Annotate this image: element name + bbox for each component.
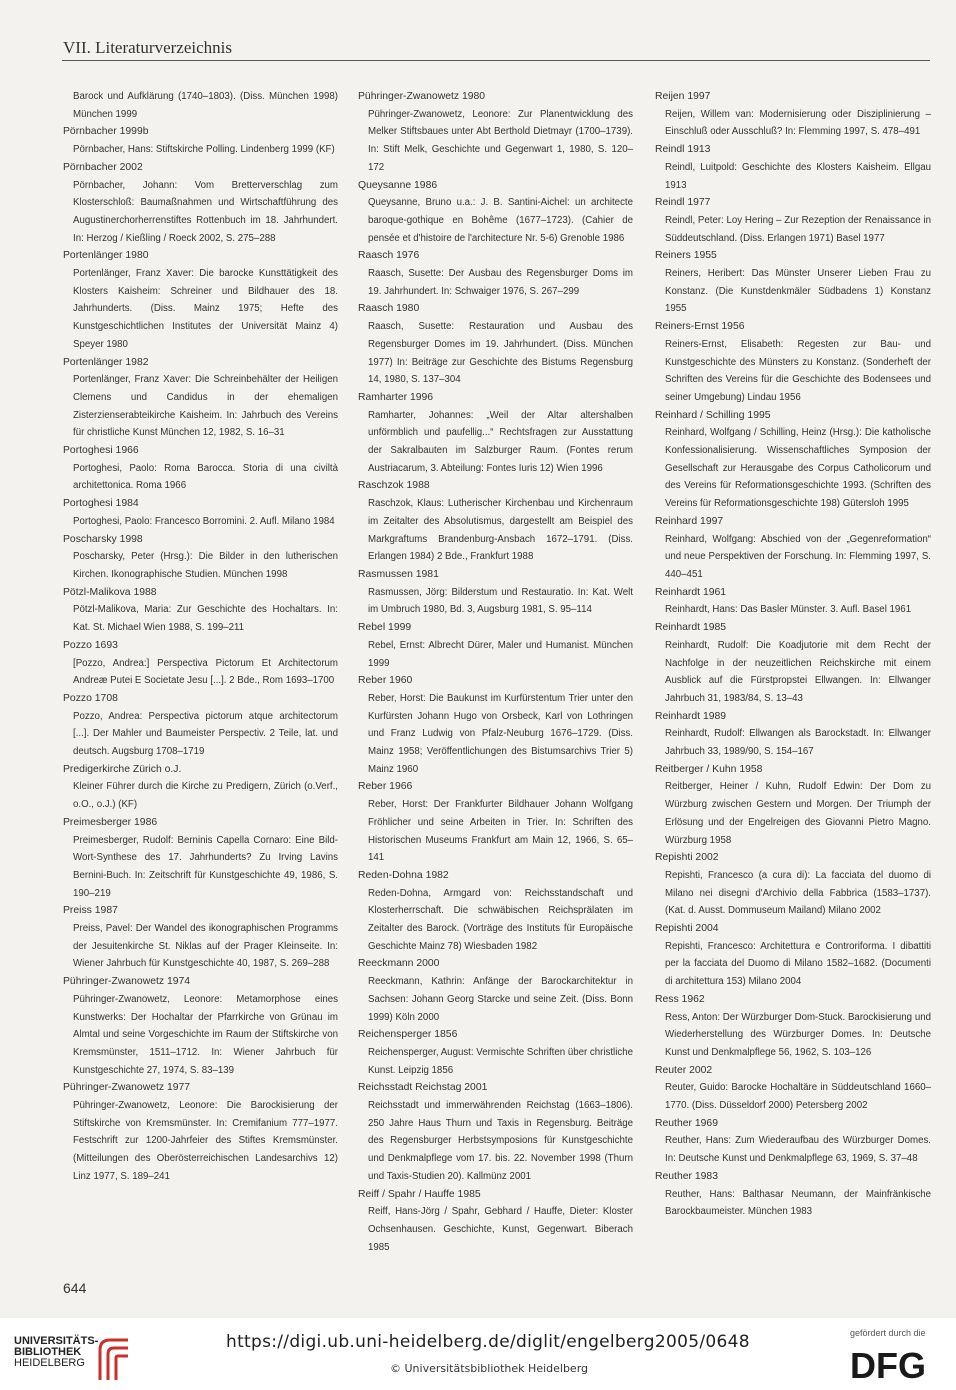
page-header-title: VII. Literaturverzeichnis <box>63 38 232 57</box>
bibliography-entry <box>655 619 931 708</box>
entry-short-title: Repishti 2004 <box>655 923 719 935</box>
bibliography-entry <box>63 761 338 814</box>
bibliography-entry <box>358 867 633 956</box>
entry-short-title: Reiners-Ernst 1956 <box>655 321 745 333</box>
entry-short-title: Poscharsky 1998 <box>63 533 143 545</box>
entry-short-title: Reiners 1955 <box>655 250 717 262</box>
bibliography-entry <box>358 300 633 389</box>
entry-citation: Reichsstadt und immerwährenden Reichstag (1663–1806). 250 Jahre Haus Thurn und Taxis in Regensburg. Beiträge des Regensburger Herbstsymposions für Kunstgeschichte und Denkmalpflege vom 17. bis. 22. November 1998 (Thurn und Taxis-Studien 20). Kallmünz 2001 <box>368 1100 633 1182</box>
entry-short-title: Preimesberger 1986 <box>63 816 158 828</box>
entry-citation: Reeckmann, Kathrin: Anfänge der Barockarchitektur in Sachsen: Johann Georg Starcke und seine Zeit. (Diss. Bonn 1999) Köln 2000 <box>368 976 633 1023</box>
bibliography-entry <box>358 1026 633 1079</box>
copyright-notice: © Universitätsbibliothek Heidelberg <box>390 1362 589 1375</box>
entry-short-title: Reindl 1977 <box>655 197 711 209</box>
entry-citation: Reitberger, Heiner / Kuhn, Rudolf Edwin: Der Dom zu Würzburg zwischen Gestern und Morgen. Der Triumph der Erlösung und der Engelreigen des Giovanni Pietro Magno. Würzburg 1958 <box>665 781 931 846</box>
entry-citation: Reber, Horst: Der Frankfurter Bildhauer Johann Wolfgang Fröhlicher und seine Arbeiten in Trier. In: Schriften des Historischen Museums Frankfurt am Main 12, 1966, S. 65–141 <box>368 799 633 864</box>
bibliography-entry <box>358 88 633 177</box>
entry-citation: Reiners, Heribert: Das Münster Unserer Lieben Frau zu Konstanz. (Die Kunstdenkmäler Südbadens 1) Konstanz 1955 <box>665 268 931 315</box>
entry-short-title: Portenlänger 1980 <box>63 250 149 262</box>
bibliography-entry <box>655 513 931 584</box>
entry-short-title: Reichensperger 1856 <box>358 1029 458 1041</box>
bibliography-entry <box>655 247 931 318</box>
entry-short-title: Portoghesi 1984 <box>63 498 139 510</box>
bibliography-entry <box>63 814 338 903</box>
bibliography-entry <box>63 247 338 353</box>
entry-short-title: Reinhardt 1989 <box>655 710 727 722</box>
bibliography-entry <box>655 849 931 920</box>
entry-citation: Portenlänger, Franz Xaver: Die Schreinbehälter der Heiligen Clemens und Candidus in der ehemaligen Zisterzienserabteikirche Kaisheim. In: Jahrbuch des Vereins für christliche Kunst München 12, 1982, S. 16–31 <box>73 374 338 439</box>
entry-short-title: Queysanne 1986 <box>358 179 438 191</box>
bibliography-entry <box>63 123 338 158</box>
bibliography-column-2 <box>358 88 633 1256</box>
entry-short-title: Reinhardt 1961 <box>655 586 727 598</box>
bibliography-entry <box>358 177 633 248</box>
bibliography-entry <box>655 761 931 850</box>
bibliography-entry <box>63 973 338 1079</box>
entry-short-title: Pötzl-Malikova 1988 <box>63 586 157 598</box>
bibliography-column-1 <box>63 88 338 1186</box>
bibliography-entry <box>63 442 338 495</box>
entry-citation: Reinhardt, Hans: Das Basler Münster. 3. Aufl. Basel 1961 <box>665 604 912 616</box>
ub-logo-text <box>14 1336 98 1369</box>
entry-citation: Raasch, Susette: Der Ausbau des Regensburger Doms im 19. Jahrhundert. In: Schwaiger 1976, S. 267–299 <box>368 268 633 297</box>
bibliography-entry <box>358 619 633 672</box>
bibliography-entry <box>358 1079 633 1185</box>
entry-citation: Portenlänger, Franz Xaver: Die barocke Kunsttätigkeit des Klosters Kaisheim: Schreiner und Bildhauer des 18. Jahrhunderts. (Diss. Mainz 1975; Hefte des Kunstgeschichtlichen Institutes der Universität Mainz 4) Speyer 1980 <box>73 268 338 350</box>
header-rule <box>62 60 930 61</box>
entry-citation: Pozzo, Andrea: Perspectiva pictorum atque architectorum [...]. Der Mahler und Baumeister Perspectiv. 2 Teile, lat. und deutsch. Augsburg 1708–1719 <box>73 710 338 758</box>
entry-short-title: Pörnbacher 1999b <box>63 126 149 138</box>
bibliography-entry <box>655 318 931 407</box>
entry-citation: Reuther, Hans: Zum Wiederaufbau des Würzburger Domes. In: Deutsche Kunst und Denkmalpflege 63, 1969, S. 37–48 <box>665 1135 931 1165</box>
entry-short-title: Pühringer-Zwanowetz 1974 <box>63 976 191 988</box>
bibliography-column-3 <box>655 88 931 1221</box>
bibliography-entry <box>63 690 338 761</box>
entry-short-title: Reinhard 1997 <box>655 515 724 527</box>
bibliography-entry <box>655 991 931 1062</box>
bibliography-entry <box>63 159 338 248</box>
entry-citation: Repishti, Francesco (a cura di): La facciata del duomo di Milano nei disegni d'Archivio della Fabbrica (1583–1737). (Kat. d. Ausst. Dommuseum Mailand) Milano 2002 <box>665 869 931 917</box>
bibliography-entry <box>63 88 338 123</box>
entry-citation: Portoghesi, Paolo: Francesco Borromini. 2. Aufl. Milano 1984 <box>73 515 335 527</box>
entry-citation: Ress, Anton: Der Würzburger Dom-Stuck. Barockisierung und Wiederherstellung des Würzburger Domes. In: Deutsche Kunst und Denkmalpflege 56, 1962, S. 103–126 <box>665 1011 931 1058</box>
entry-citation: Portoghesi, Paolo: Roma Barocca. Storia di una civiltà architettonica. Roma 1966 <box>73 462 338 492</box>
entry-short-title: Raschzok 1988 <box>358 480 430 492</box>
entry-short-title: Reinhardt 1985 <box>655 622 727 634</box>
page-number: 644 <box>63 1280 87 1296</box>
bibliography-entry <box>655 1168 931 1221</box>
entry-citation: Pühringer-Zwanowetz, Leonore: Metamorphose eines Kunstwerks: Der Hochaltar der Pfarrkirche von Grünau im Almtal und seine Vorgeschichte im Raum der Stiftskirche von Kremsmünster, 1511–1712. In: Wiener Jahrbuch für Kunstgeschichte 27, 1974, S. 83–139 <box>73 993 338 1076</box>
entry-short-title: Portenlänger 1982 <box>63 356 149 368</box>
bibliography-entry <box>63 531 338 584</box>
entry-citation: Ramharter, Johannes: „Weil der Altar altershalben unförmblich und paufellig...“ Rechtsfragen zur Ausstattung der Sakralbauten im Salzburger Raum. (Fontes rerum Austriacarum, 3. Abteilung: Fontes Iuris 12) Wien 1996 <box>368 409 633 474</box>
bibliography-entry <box>358 247 633 300</box>
dfg-logo-text: DFG <box>850 1346 926 1382</box>
funding-caption: gefördert durch die <box>850 1328 926 1338</box>
bibliography-entry <box>63 902 338 973</box>
library-name-line-1: UNIVERSITÄTS- <box>14 1335 99 1347</box>
viewer-footer <box>0 1318 956 1390</box>
entry-citation: Pühringer-Zwanowetz, Leonore: Die Barockisierung der Stiftskirche von Kremsmünster. In: Cremifanium 777–1977. Festschrift zur 1200-Jahrfeier des Stiftes Kremsmünster. (Mitteilungen des Oberösterreichischen Landesarchivs 12) Linz 1977, S. 189–241 <box>73 1100 338 1182</box>
entry-short-title: Reichsstadt Reichstag 2001 <box>358 1082 488 1094</box>
entry-citation: Reuter, Guido: Barocke Hochaltäre in Süddeutschland 1660–1770. (Diss. Düsseldorf 2000) Petersberg 2002 <box>665 1082 931 1112</box>
entry-citation: Reiners-Ernst, Elisabeth: Regesten zur Bau- und Kunstgeschichte des Münsters zu Konstanz. (Sonderheft der Schriften des Vereins für die Geschichte des Bodensees und seiner Umgebung) Lindau 1956 <box>665 338 931 403</box>
bibliography-entry <box>655 407 931 513</box>
bibliography-entry <box>358 1186 633 1257</box>
entry-citation: Queysanne, Bruno u.a.: J. B. Santini-Aichel: un architecte baroque-gothique en Bohême (1677–1723). (Cahier de pensée et d'histoire de l'architecture Nr. 5-6) Grenoble 1986 <box>368 197 633 244</box>
entry-citation: Poscharsky, Peter (Hrsg.): Die Bilder in den lutherischen Kirchen. Ikonographische Studien. München 1998 <box>73 551 338 580</box>
entry-citation: Reinhard, Wolfgang / Schilling, Heinz (Hrsg.): Die katholische Konfessionalisierung. Wissenschaftliches Symposion der Gesellschaft zur Herausgabe des Corpus Catholicorum und des Vereins für Reformationsgeschichte 1993. (Schriften des Vereins für Reformationsgeschichte 198) Gütersloh 1995 <box>665 427 931 510</box>
entry-short-title: Raasch 1980 <box>358 303 420 315</box>
entry-short-title: Pühringer-Zwanowetz 1977 <box>63 1082 191 1094</box>
bibliography-entry <box>63 584 338 637</box>
bibliography-entry <box>358 566 633 619</box>
entry-short-title: Portoghesi 1966 <box>63 445 139 457</box>
entry-short-title: Reber 1960 <box>358 675 413 687</box>
entry-citation: Raasch, Susette: Restauration und Ausbau des Regensburger Domes im 19. Jahrhundert. (Diss. München 1977) In: Beiträge zur Geschichte des Bistums Regensburg 14, 1980, S. 137–304 <box>368 321 633 386</box>
entry-citation: Reijen, Willem van: Modernisierung oder Disziplinierung – Einschluß oder Ausschluß? In: Flemming 1997, S. 478–491 <box>665 108 931 138</box>
bibliography-entry <box>655 194 931 247</box>
entry-short-title: Ress 1962 <box>655 993 705 1005</box>
entry-short-title: Reijen 1997 <box>655 91 711 102</box>
entry-citation: Raschzok, Klaus: Lutherischer Kirchenbau und Kirchenraum im Zeitalter des Absolutismus, dargestellt am Beispiel des Markgraftums Brandenburg-Ansbach 1672–1791. (Diss. Erlangen 1984) 2 Bde., Frankfurt 1988 <box>368 498 633 563</box>
entry-citation: Rasmussen, Jörg: Bilderstum und Restauratio. In: Kat. Welt im Umbruch 1980, Bd. 3, Augsburg 1981, S. 95–114 <box>368 586 633 616</box>
entry-citation: Preiss, Pavel: Der Wandel des ikonographischen Programms der Jesuitenkirche St. Niklas auf der Prager Kleinseite. In: Wiener Jahrbuch für Kunstgeschichte 40, 1987, S. 269–288 <box>73 923 338 970</box>
entry-citation: Pühringer-Zwanowetz, Leonore: Zur Planentwicklung des Melker Stiftsbaues unter Abt Berthold Dietmayr (1700–1739). In: Stift Melk, Geschichte und Gegenwart 1, 1980, S. 120–172 <box>368 108 633 173</box>
entry-short-title: Reuther 1983 <box>655 1170 718 1182</box>
bibliography-entry <box>63 354 338 443</box>
bibliography-entry <box>655 141 931 194</box>
entry-citation: Reinhard, Wolfgang: Abschied von der „Gegenreformation“ und neue Perspektiven der Forschung. In: Flemming 1997, S. 440–451 <box>665 533 931 580</box>
bibliography-entry <box>358 778 633 867</box>
entry-short-title: Raasch 1976 <box>358 250 420 262</box>
entry-citation: Reinhardt, Rudolf: Ellwangen als Barockstadt. In: Ellwanger Jahrbuch 33, 1989/90, S. 154–167 <box>665 728 931 758</box>
entry-short-title: Reber 1966 <box>358 781 413 793</box>
entry-citation: Pörnbacher, Hans: Stiftskirche Polling. Lindenberg 1999 (KF) <box>73 144 335 156</box>
entry-short-title: Reeckmann 2000 <box>358 958 440 970</box>
entry-citation: Kleiner Führer durch die Kirche zu Predigern, Zürich (o.Verf., o.O., o.J.) (KF) <box>73 781 338 811</box>
entry-citation: Rebel, Ernst: Albrecht Dürer, Maler und Humanist. München 1999 <box>368 639 633 669</box>
bibliography-entry <box>358 955 633 1026</box>
bibliography-entry <box>655 1062 931 1115</box>
entry-citation: [Pozzo, Andrea:] Perspectiva Pictorum Et Architectorum Andreæ Putei E Societate Jesu [...]. 2 Bde., Rom 1693–1700 <box>73 657 338 687</box>
library-name-line-2: BIBLIOTHEK <box>14 1346 82 1358</box>
entry-short-title: Reindl 1913 <box>655 144 711 156</box>
entry-short-title: Ramharter 1996 <box>358 391 434 403</box>
entry-short-title: Preiss 1987 <box>63 905 118 917</box>
bibliography-entry <box>655 1115 931 1168</box>
bibliography-entry <box>655 88 931 141</box>
entry-short-title: Reinhard / Schilling 1995 <box>655 409 771 421</box>
bibliography-entry <box>358 389 633 478</box>
bibliography-entry <box>358 477 633 566</box>
entry-citation: Reber, Horst: Die Baukunst im Kurfürstentum Trier unter den Kurfürsten Johann Hugo von Orsbeck, Karl von Lothringen und Franz Ludwig von Pfalz-Neuburg 1676–1729. (Diss. Mainz 1958; Veröffentlichungen des Bistumsarchivs Trier 5) Mainz 1960 <box>368 692 633 775</box>
entry-citation: Reindl, Luitpold: Geschichte des Klosters Kaisheim. Ellgau 1913 <box>665 161 931 191</box>
entry-short-title: Reden-Dohna 1982 <box>358 869 449 881</box>
entry-short-title: Reuther 1969 <box>655 1117 718 1129</box>
entry-short-title: Rasmussen 1981 <box>358 568 439 580</box>
ub-heidelberg-logo[interactable] <box>14 1336 134 1380</box>
entry-short-title: Pozzo 1708 <box>63 692 118 704</box>
entry-short-title: Predigerkirche Zürich o.J. <box>63 763 182 775</box>
entry-citation: Pötzl-Malikova, Maria: Zur Geschichte des Hochaltars. In: Kat. St. Michael Wien 1988, S. 199–211 <box>73 604 338 634</box>
bibliography-entry <box>655 708 931 761</box>
entry-short-title: Pörnbacher 2002 <box>63 161 143 173</box>
entry-citation: Reinhardt, Rudolf: Die Koadjutorie mit dem Recht der Nachfolge in der neuzeitlichen Reichskirche mit einem Ausblick auf die Fürstpropstei Ellwangen. In: Ellwanger Jahrbuch 31, 1983/84, S. 13–43 <box>665 639 931 704</box>
entry-citation: Reden-Dohna, Armgard von: Reichsstandschaft und Klosterherrschaft. Die schwäbischen Reichsprälaten im Zeitalter des Barock. (Vorträge des Instituts für Europäische Geschichte Mainz 78) Wiesbaden 1982 <box>368 887 633 952</box>
entry-citation: Reuther, Hans: Balthasar Neumann, der Mainfränkische Barockbaumeister. München 1983 <box>665 1188 931 1218</box>
permalink-url[interactable]: https://digi.ub.uni-heidelberg.de/diglit/engelberg2005/0648 <box>226 1332 750 1352</box>
bibliography-entry <box>63 637 338 690</box>
bibliography-entry <box>655 920 931 991</box>
entry-short-title: Reitberger / Kuhn 1958 <box>655 763 763 775</box>
entry-citation: Pörnbacher, Johann: Vom Bretterverschlag zum Klosterschloß: Baumaßnahmen und Wirtschaftführung des Augustinerchorherrenstiftes Rottenbuch im 18. Jahrhundert. In: Herzog / Kießling / Roeck 2002, S. 275–288 <box>73 179 338 244</box>
library-name-line-3: HEIDELBERG <box>14 1357 85 1369</box>
bibliography-entry <box>63 495 338 530</box>
entry-citation: Reichensperger, August: Vermischte Schriften über christliche Kunst. Leipzig 1856 <box>368 1046 633 1076</box>
bibliography-entry <box>655 584 931 619</box>
entry-short-title: Reuter 2002 <box>655 1064 713 1076</box>
bibliography-entry <box>358 672 633 778</box>
entry-short-title: Rebel 1999 <box>358 622 412 634</box>
entry-citation: Preimesberger, Rudolf: Berninis Capella Cornaro: Eine Bild-Wort-Synthese des 17. Jahrhunderts? Zu Irving Lavins Bernini-Buch. In: Zeitschrift für Kunstgeschichte 49, 1986, S. 190–219 <box>73 834 338 899</box>
entry-citation: Repishti, Francesco: Architettura e Controriforma. I dibattiti per la facciata del Duomo di Milano 1582–1682. (Documenti di architettura 153) Milano 2004 <box>665 940 931 988</box>
dfg-logo-icon <box>850 1346 942 1382</box>
entry-short-title: Pozzo 1693 <box>63 639 118 651</box>
dfg-funding-block[interactable] <box>850 1328 946 1384</box>
bibliography-entry <box>63 1079 338 1185</box>
entry-citation: Reiff, Hans-Jörg / Spahr, Gebhard / Hauffe, Dieter: Kloster Ochsenhausen. Geschichte, Kunst, Gegenwart. Biberach 1985 <box>368 1206 633 1253</box>
entry-citation: Barock und Aufklärung (1740–1803). (Diss. München 1998) München 1999 <box>73 91 338 120</box>
entry-short-title: Reiff / Spahr / Hauffe 1985 <box>358 1188 481 1200</box>
entry-short-title: Pühringer-Zwanowetz 1980 <box>358 91 486 102</box>
ub-mark-icon <box>94 1336 134 1380</box>
entry-short-title: Repishti 2002 <box>655 852 719 864</box>
entry-citation: Reindl, Peter: Loy Hering – Zur Rezeption der Renaissance in Süddeutschland. (Diss. Erlangen 1971) Basel 1977 <box>665 214 931 244</box>
